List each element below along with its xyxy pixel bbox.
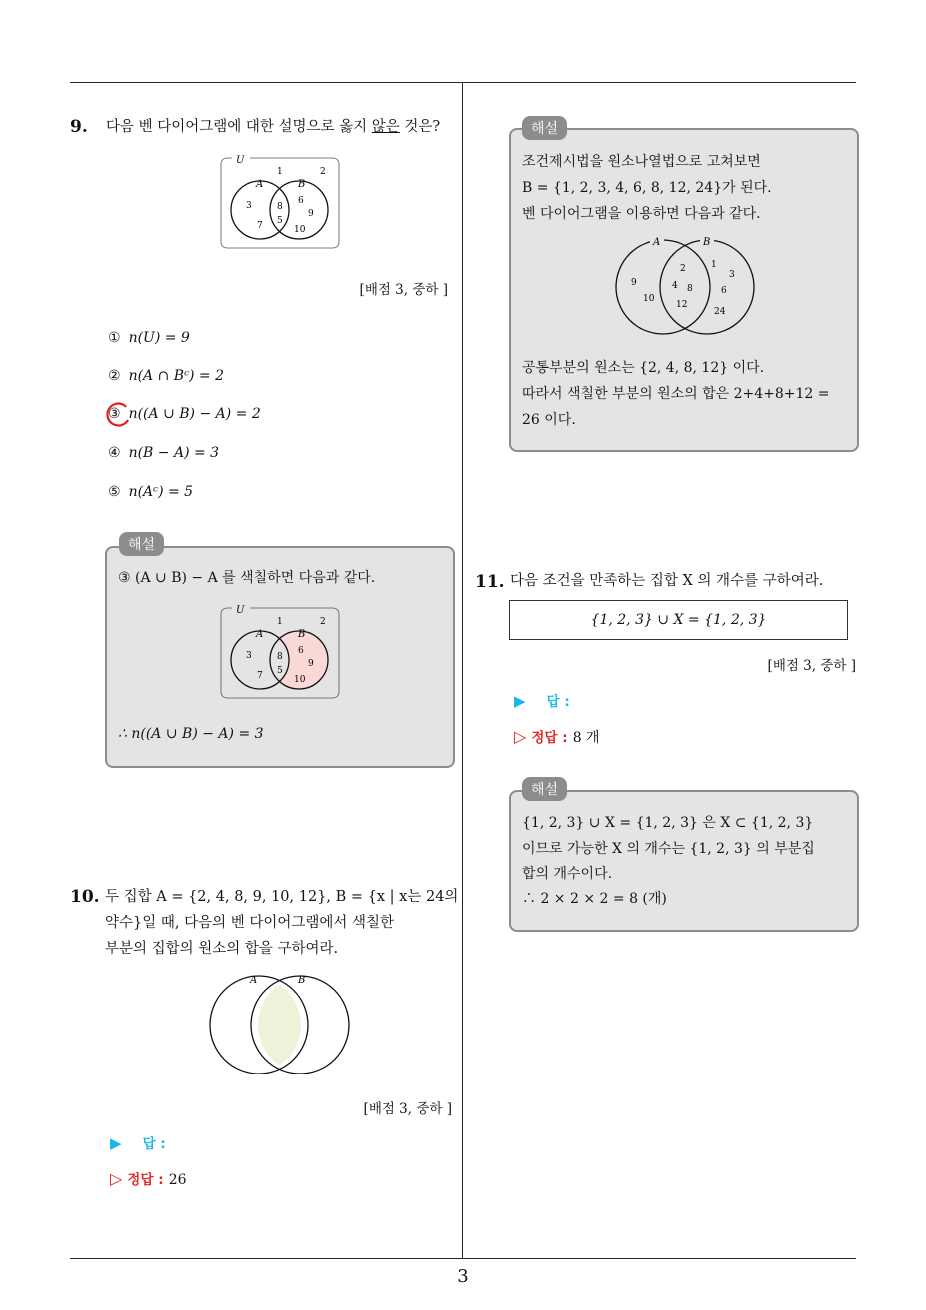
sol10-line-5: 따라서 색칠한 부분의 원소의 합은 2+4+8+12 = [522, 386, 830, 402]
sol10-venn-diagram [608, 232, 760, 338]
svg-text:B: B [298, 629, 306, 640]
svg-text:B: B [298, 179, 306, 190]
column-divider [462, 82, 463, 1258]
answer-arrow-icon: ▶ [514, 692, 526, 710]
q11-condition-box: {1, 2, 3} ∪ X = {1, 2, 3} [509, 600, 848, 640]
q11-solution-tab: 해설 [522, 777, 567, 801]
bottom-rule [70, 1258, 856, 1259]
svg-text:1: 1 [277, 167, 283, 177]
svg-text:24: 24 [714, 307, 726, 317]
svg-text:10: 10 [643, 294, 655, 304]
q9-option-2[interactable]: ② n(A ∩ Bᶜ) = 2 [108, 368, 225, 384]
svg-text:B: B [298, 975, 306, 986]
svg-text:B: B [703, 237, 711, 248]
svg-text:9: 9 [631, 278, 637, 288]
svg-text:A: A [653, 237, 661, 248]
q10-venn-diagram [205, 970, 355, 1074]
sol11-line-3: 합의 개수이다. [522, 866, 613, 882]
svg-text:10: 10 [294, 675, 306, 685]
q9-solution-venn-diagram [218, 602, 342, 702]
svg-text:12: 12 [676, 300, 688, 310]
q9-option-4[interactable]: ④ n(B − A) = 3 [108, 445, 220, 461]
svg-text:6: 6 [298, 196, 304, 206]
sol10-line-2: B = {1, 2, 3, 4, 6, 8, 12, 24}가 된다. [522, 180, 772, 196]
correct-arrow-icon: ▷ [110, 1169, 123, 1188]
sol10-line-6: 26 이다. [522, 412, 576, 428]
svg-text:10: 10 [294, 225, 306, 235]
svg-text:6: 6 [721, 286, 727, 296]
page-number: 3 [457, 1266, 469, 1287]
svg-text:3: 3 [246, 201, 252, 211]
svg-text:9: 9 [308, 209, 314, 219]
q10-answer-row: ▶ 답 : [110, 1134, 166, 1152]
svg-text:5: 5 [277, 666, 283, 676]
q9-score: [배점 3, 중하 ] [359, 282, 448, 298]
answer-circle-mark [100, 398, 134, 430]
q9-solution-tab: 해설 [119, 532, 164, 556]
svg-text:2: 2 [320, 617, 326, 627]
svg-text:1: 1 [277, 617, 283, 627]
top-rule [70, 82, 856, 83]
question-9-text: 다음 벤 다이어그램에 대한 설명으로 옳지 않은 것은? [106, 119, 441, 135]
sol10-line-3: 벤 다이어그램을 이용하면 다음과 같다. [522, 206, 761, 222]
svg-text:8: 8 [277, 202, 283, 212]
q9-venn-diagram [218, 152, 342, 252]
svg-text:U: U [236, 605, 245, 616]
question-10-line-1: 두 집합 A = {2, 4, 8, 9, 10, 12}, B = {x | x는 24의 [105, 889, 459, 905]
sol11-line-2: 이므로 가능한 X 의 개수는 {1, 2, 3} 의 부분집 [522, 841, 815, 857]
svg-text:A: A [256, 179, 264, 190]
question-10-line-3: 부분의 집합의 원소의 합을 구하여라. [105, 941, 339, 957]
q9-solution-conclusion: ∴ n((A ∪ B) − A) = 3 [118, 726, 264, 742]
q11-score: [배점 3, 중하 ] [767, 658, 856, 674]
q9-option-3[interactable]: ③ n((A ∪ B) − A) = 2 [108, 406, 261, 422]
svg-text:A: A [250, 975, 258, 986]
underlined-word: 않은 [371, 119, 400, 135]
sol10-line-1: 조건제시법을 원소나열법으로 고쳐보면 [522, 154, 761, 170]
svg-text:3: 3 [246, 651, 252, 661]
svg-text:A: A [256, 629, 264, 640]
q9-option-5[interactable]: ⑤ n(Aᶜ) = 5 [108, 484, 194, 500]
question-9-number: 9. [70, 117, 88, 137]
sol10-line-4: 공통부분의 원소는 {2, 4, 8, 12} 이다. [522, 360, 765, 376]
q9-solution-line: ③ (A ∪ B) − A 를 색칠하면 다음과 같다. [118, 570, 376, 586]
svg-text:7: 7 [257, 671, 263, 681]
question-11-text: 다음 조건을 만족하는 집합 X 의 개수를 구하여라. [510, 573, 824, 589]
q9-option-1[interactable]: ① n(U) = 9 [108, 330, 190, 346]
correct-arrow-icon: ▷ [514, 727, 527, 746]
sol11-line-1: {1, 2, 3} ∪ X = {1, 2, 3} 은 X ⊂ {1, 2, 3} [522, 815, 814, 831]
question-10-line-2: 약수}일 때, 다음의 벤 다이어그램에서 색칠한 [105, 915, 395, 931]
q10-solution-tab: 해설 [522, 116, 567, 140]
svg-text:8: 8 [687, 284, 693, 294]
q10-correct-row: ▷ 정답 : 26 [110, 1169, 187, 1188]
sol11-line-4: ∴ 2 × 2 × 2 = 8 (개) [522, 891, 667, 907]
svg-text:2: 2 [320, 167, 326, 177]
svg-text:4: 4 [672, 281, 678, 291]
answer-arrow-icon: ▶ [110, 1134, 122, 1152]
svg-text:6: 6 [298, 646, 304, 656]
svg-text:9: 9 [308, 659, 314, 669]
question-11-number: 11. [475, 572, 505, 592]
svg-text:2: 2 [680, 264, 686, 274]
venn-label-u: U [236, 155, 245, 166]
svg-text:1: 1 [711, 260, 717, 270]
q11-answer-row: ▶ 답 : [514, 692, 570, 710]
svg-text:5: 5 [277, 216, 283, 226]
q10-score: [배점 3, 중하 ] [363, 1101, 452, 1117]
q11-correct-row: ▷ 정답 : 8 개 [514, 727, 600, 746]
svg-text:7: 7 [257, 221, 263, 231]
svg-text:8: 8 [277, 652, 283, 662]
svg-text:3: 3 [729, 270, 735, 280]
question-10-number: 10. [70, 887, 100, 907]
